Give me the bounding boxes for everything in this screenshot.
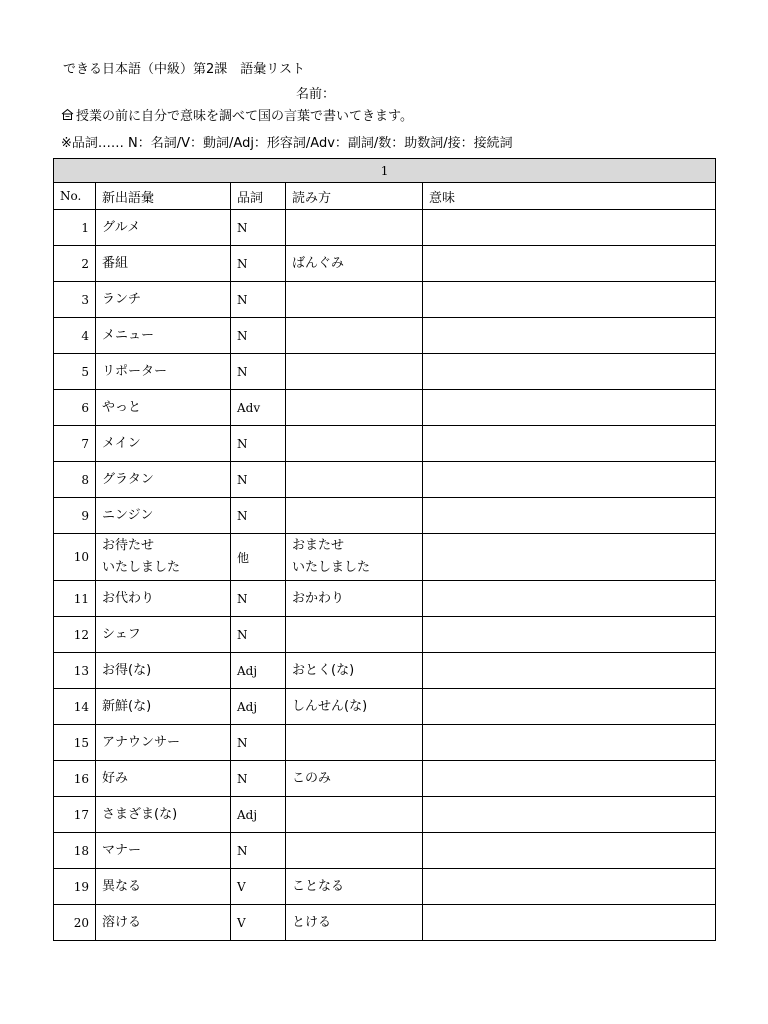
row-number: 20: [54, 905, 96, 941]
column-header-row: [54, 183, 716, 210]
reading: [286, 426, 423, 462]
table-row: [54, 833, 716, 869]
table-row: [54, 534, 716, 581]
meaning-field[interactable]: [423, 246, 716, 282]
meaning-field[interactable]: [423, 797, 716, 833]
part-of-speech: N: [231, 581, 286, 617]
part-of-speech: N: [231, 498, 286, 534]
reading: ことなる: [286, 869, 423, 905]
vocab-word: グルメ: [96, 210, 231, 246]
row-number: 13: [54, 653, 96, 689]
reading: しんせん(な): [286, 689, 423, 725]
reading: [286, 725, 423, 761]
meaning-field[interactable]: [423, 689, 716, 725]
part-of-speech: Adj: [231, 797, 286, 833]
meaning-field[interactable]: [423, 534, 716, 581]
vocab-word: お得(な): [96, 653, 231, 689]
row-number: 16: [54, 761, 96, 797]
row-number: 17: [54, 797, 96, 833]
vocab-word: シェフ: [96, 617, 231, 653]
vocabulary-table: [53, 158, 716, 941]
table-row: [54, 246, 716, 282]
table-row: [54, 869, 716, 905]
part-of-speech: V: [231, 905, 286, 941]
section-header-row: [54, 159, 716, 183]
part-of-speech: Adj: [231, 689, 286, 725]
meaning-field[interactable]: [423, 905, 716, 941]
meaning-field[interactable]: [423, 869, 716, 905]
vocab-word: グラタン: [96, 462, 231, 498]
meaning-field[interactable]: [423, 210, 716, 246]
vocab-word: 好み: [96, 761, 231, 797]
table-row: [54, 617, 716, 653]
vocab-word: 異なる: [96, 869, 231, 905]
reading: おとく(な): [286, 653, 423, 689]
table-row: [54, 905, 716, 941]
part-of-speech: Adj: [231, 653, 286, 689]
table-row: [54, 653, 716, 689]
table-row: [54, 390, 716, 426]
table-row: [54, 462, 716, 498]
reading: [286, 390, 423, 426]
table-row: [54, 761, 716, 797]
section-number: 1: [54, 159, 716, 183]
part-of-speech: N: [231, 282, 286, 318]
part-of-speech: N: [231, 617, 286, 653]
reading: ばんぐみ: [286, 246, 423, 282]
row-number: 8: [54, 462, 96, 498]
meaning-field[interactable]: [423, 282, 716, 318]
table-row: [54, 797, 716, 833]
parts-of-speech-legend: ※品詞…… N：名詞/V：動詞/Adj：形容詞/Adv：副詞/数：助数詞/接：接続詞: [61, 136, 513, 151]
part-of-speech: N: [231, 354, 286, 390]
name-label: 名前：: [296, 87, 336, 102]
table-row: [54, 689, 716, 725]
row-number: 15: [54, 725, 96, 761]
row-number: 5: [54, 354, 96, 390]
part-of-speech: N: [231, 462, 286, 498]
vocab-word: マナー: [96, 833, 231, 869]
row-number: 14: [54, 689, 96, 725]
part-of-speech: N: [231, 210, 286, 246]
row-number: 1: [54, 210, 96, 246]
reading: [286, 210, 423, 246]
column-header-pos: 品詞: [231, 183, 286, 210]
meaning-field[interactable]: [423, 390, 716, 426]
row-number: 19: [54, 869, 96, 905]
meaning-field[interactable]: [423, 581, 716, 617]
meaning-field[interactable]: [423, 498, 716, 534]
instruction-text: [61, 108, 413, 126]
vocab-word: やっと: [96, 390, 231, 426]
row-number: 11: [54, 581, 96, 617]
vocab-word: 新鮮(な): [96, 689, 231, 725]
row-number: 3: [54, 282, 96, 318]
reading: [286, 462, 423, 498]
row-number: 4: [54, 318, 96, 354]
reading: [286, 498, 423, 534]
instruction-label: 授業の前に自分で意味を調べて国の言葉で書いてきます。: [76, 109, 413, 124]
row-number: 6: [54, 390, 96, 426]
part-of-speech: N: [231, 246, 286, 282]
vocab-word: 溶ける: [96, 905, 231, 941]
table-row: [54, 725, 716, 761]
vocab-word: メイン: [96, 426, 231, 462]
part-of-speech: N: [231, 725, 286, 761]
part-of-speech: V: [231, 869, 286, 905]
reading: このみ: [286, 761, 423, 797]
table-row: [54, 426, 716, 462]
meaning-field[interactable]: [423, 318, 716, 354]
vocab-word: メニュー: [96, 318, 231, 354]
table-row: [54, 282, 716, 318]
vocab-word: アナウンサー: [96, 725, 231, 761]
meaning-field[interactable]: [423, 653, 716, 689]
row-number: 7: [54, 426, 96, 462]
table-row: [54, 318, 716, 354]
column-header-meaning: 意味: [423, 183, 716, 210]
reading: [286, 617, 423, 653]
row-number: 18: [54, 833, 96, 869]
part-of-speech: N: [231, 761, 286, 797]
part-of-speech: N: [231, 318, 286, 354]
meaning-field[interactable]: [423, 617, 716, 653]
vocab-word: ニンジン: [96, 498, 231, 534]
table-row: [54, 581, 716, 617]
reading: [286, 354, 423, 390]
part-of-speech: N: [231, 833, 286, 869]
vocab-word: ランチ: [96, 282, 231, 318]
column-header-no: No.: [54, 183, 96, 210]
part-of-speech: N: [231, 426, 286, 462]
row-number: 12: [54, 617, 96, 653]
meaning-field[interactable]: [423, 462, 716, 498]
table-row: [54, 498, 716, 534]
meaning-field[interactable]: [423, 354, 716, 390]
part-of-speech: 他: [231, 534, 286, 581]
vocab-word: 番組: [96, 246, 231, 282]
meaning-field[interactable]: [423, 725, 716, 761]
reading: [286, 833, 423, 869]
vocab-word: お待たせ いたしました: [96, 534, 231, 581]
row-number: 9: [54, 498, 96, 534]
vocab-word: お代わり: [96, 581, 231, 617]
reading: おまたせ いたしました: [286, 534, 423, 581]
column-header-word: 新出語彙: [96, 183, 231, 210]
meaning-field[interactable]: [423, 761, 716, 797]
vocab-word: リポーター: [96, 354, 231, 390]
meaning-field[interactable]: [423, 833, 716, 869]
reading: おかわり: [286, 581, 423, 617]
vocab-word: さまざま(な): [96, 797, 231, 833]
meaning-field[interactable]: [423, 426, 716, 462]
table-row: [54, 210, 716, 246]
reading: [286, 797, 423, 833]
part-of-speech: Adv: [231, 390, 286, 426]
reading: とける: [286, 905, 423, 941]
row-number: 10: [54, 534, 96, 581]
house-icon: [61, 108, 74, 121]
reading: [286, 318, 423, 354]
page-title: できる日本語（中級）第2課 語彙リスト: [63, 62, 306, 77]
reading: [286, 282, 423, 318]
row-number: 2: [54, 246, 96, 282]
table-row: [54, 354, 716, 390]
column-header-reading: 読み方: [286, 183, 423, 210]
